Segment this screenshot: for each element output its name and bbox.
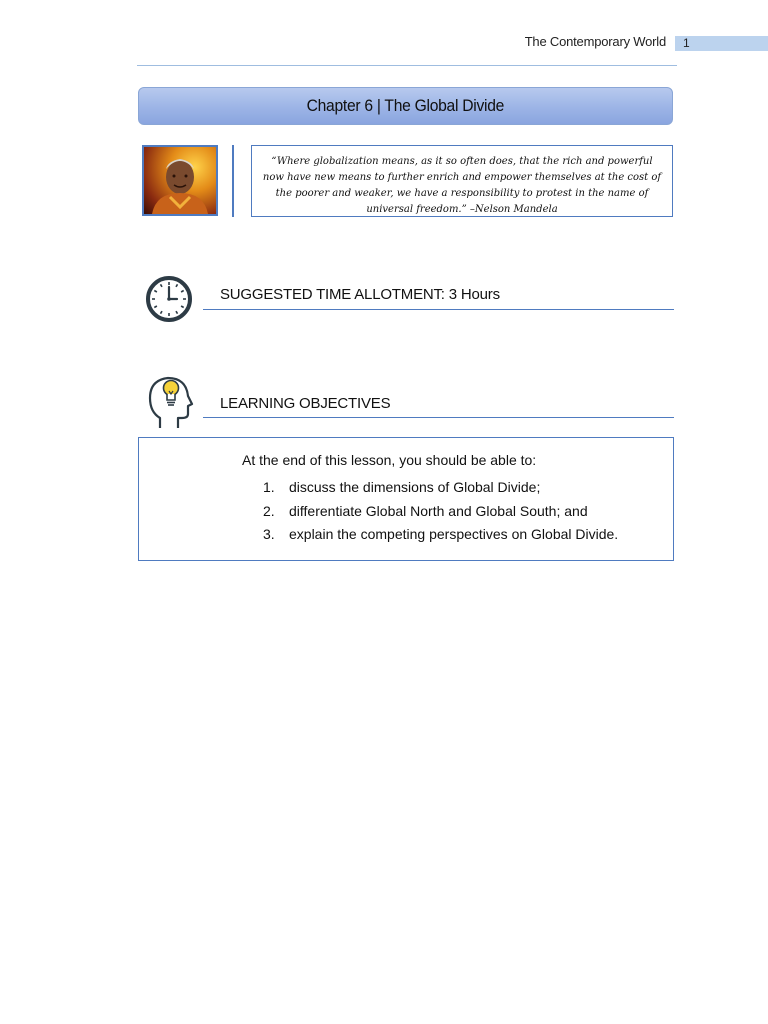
objective-text: differentiate Global North and Global South; and: [289, 502, 588, 519]
time-allotment-label: SUGGESTED TIME ALLOTMENT:: [220, 286, 445, 303]
quote-divider-bar: [232, 145, 234, 217]
learning-objectives-rule: [203, 417, 674, 418]
objectives-intro: At the end of this lesson, you should be able to:: [242, 452, 537, 468]
header-divider: [137, 65, 677, 66]
objective-item: [263, 523, 618, 547]
clock-icon: [145, 275, 193, 323]
learning-objectives-heading: LEARNING OBJECTIVES: [220, 395, 391, 412]
time-allotment-heading: [220, 286, 500, 303]
quote-box: [251, 145, 673, 217]
objectives-box: [138, 437, 674, 561]
mandela-quote: “Where globalization means, as it so often does, that the rich and powerful now have new means to further enrich and empower themselves at the cost of the poorer and weaker, we have a responsibility to protest in the name of universal freedom.” –Nelson Mandela: [262, 156, 662, 215]
time-allotment-value: 3 Hours: [448, 286, 500, 303]
chapter-banner: [138, 87, 673, 125]
objective-number: 3.: [263, 526, 275, 542]
portrait-photo: [142, 145, 218, 216]
running-header-title: The Contemporary World: [524, 34, 666, 49]
objective-number: 1.: [263, 479, 275, 495]
page-number: 1: [675, 36, 768, 51]
chapter-title: Chapter 6 | The Global Divide: [306, 96, 505, 115]
portrait-illustration: [144, 147, 216, 214]
objective-text: discuss the dimensions of Global Divide;: [289, 479, 541, 495]
time-allotment-rule: [203, 309, 674, 310]
objective-number: 2.: [263, 502, 275, 519]
objective-item: [263, 476, 618, 500]
head-lightbulb-icon: [146, 372, 194, 430]
objective-item: [263, 500, 618, 524]
objectives-list: [263, 476, 618, 547]
objective-text: explain the competing perspectives on Global Divide.: [289, 526, 619, 542]
